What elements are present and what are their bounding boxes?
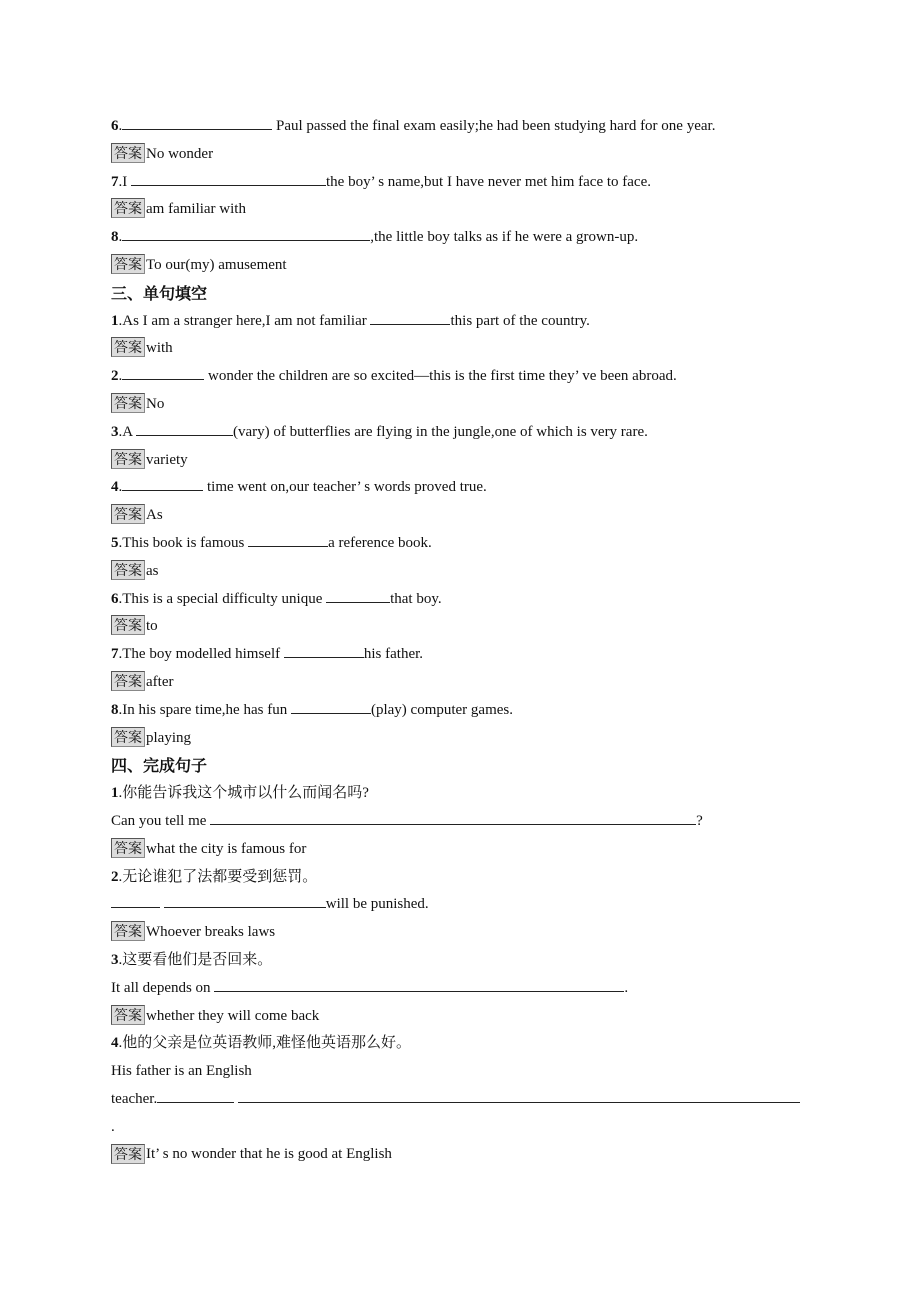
answer-badge: 答案 [111, 671, 145, 691]
answer-text: Whoever breaks laws [146, 924, 276, 941]
question-line [111, 641, 831, 669]
answer-text: after [146, 673, 174, 690]
answer-line [111, 725, 831, 753]
answer-blank [122, 364, 204, 380]
answer-badge: 答案 [111, 727, 145, 747]
sentence-text: Can you tell me [111, 812, 211, 829]
question-line [111, 113, 831, 141]
answer-line [111, 141, 831, 169]
question-chinese: .他的父亲是位英语教师,难怪他英语那么好。 [118, 1035, 412, 1052]
sentence-text: . [624, 979, 629, 996]
question-number: 8 [111, 701, 119, 718]
answer-text: It’ s no wonder that he is good at English [146, 1146, 392, 1163]
answer-line [111, 558, 831, 586]
question-line [111, 530, 831, 558]
question-line [111, 308, 831, 336]
answer-blank [370, 309, 450, 325]
question-line [111, 474, 831, 502]
answer-blank [238, 1087, 800, 1103]
document-page [111, 113, 831, 1169]
question-text: .This book is famous [118, 534, 249, 551]
question-chinese: .你能告诉我这个城市以什么而闻名吗? [118, 785, 369, 802]
answer-text: As [146, 507, 163, 524]
question-number: 1 [111, 785, 119, 802]
question-line [111, 697, 831, 725]
section-title: 三、单句填空 [111, 283, 208, 303]
answer-text: with [146, 340, 173, 357]
sentence-text: It all depends on [111, 979, 215, 996]
answer-text: am familiar with [146, 201, 246, 218]
question-text: .In his spare time,he has fun [118, 701, 291, 718]
answer-blank [248, 531, 328, 547]
answer-line [111, 335, 831, 363]
sentence-line [111, 1086, 831, 1114]
answer-line [111, 919, 831, 947]
question-number: 4 [111, 1035, 119, 1052]
answer-blank [164, 892, 326, 908]
sentence-line [111, 975, 831, 1003]
answer-blank [136, 420, 233, 436]
answer-line [111, 391, 831, 419]
answer-blank [284, 642, 364, 658]
answer-blank [122, 114, 272, 130]
sentence-line [111, 1114, 831, 1142]
question-chinese: .无论谁犯了法都要受到惩罚。 [118, 868, 318, 885]
sentence-text: His father is an English [111, 1063, 252, 1080]
answer-blank [122, 225, 370, 241]
question-text: (vary) of butterflies are flying in the jungle,one of which is very rare. [233, 423, 648, 440]
answer-text: whether they will come back [146, 1007, 320, 1024]
question-line [111, 1030, 831, 1058]
answer-blank [291, 698, 371, 714]
question-text: Paul passed the final exam easily;he had been studying hard for one year. [272, 118, 716, 134]
answer-badge: 答案 [111, 449, 145, 469]
section-title: 四、完成句子 [111, 756, 208, 776]
question-text: .As I am a stranger here,I am not familiar [118, 312, 371, 329]
answer-blank [122, 475, 203, 491]
answer-line [111, 1003, 831, 1031]
question-number: 8 [111, 229, 119, 246]
question-text: . [118, 479, 123, 496]
question-line [111, 780, 831, 808]
question-line [111, 864, 831, 892]
question-number: 7 [111, 173, 119, 190]
answer-text: variety [146, 451, 188, 468]
question-line [111, 363, 831, 391]
question-text: the boy’ s name,but I have never met him face to face. [326, 173, 651, 190]
answer-badge: 答案 [111, 1005, 145, 1025]
sentence-line [111, 808, 831, 836]
answer-line [111, 196, 831, 224]
answer-blank [111, 892, 160, 908]
question-number: 5 [111, 534, 119, 551]
answer-badge: 答案 [111, 1144, 145, 1164]
question-text: . [118, 118, 123, 134]
answer-badge: 答案 [111, 504, 145, 524]
answer-blank [210, 809, 696, 825]
sentence-line [111, 1058, 831, 1086]
answer-text: No wonder [146, 145, 214, 162]
answer-text: playing [146, 729, 191, 746]
answer-badge: 答案 [111, 254, 145, 274]
question-number: 2 [111, 868, 119, 885]
question-text: . [118, 368, 123, 385]
answer-badge: 答案 [111, 198, 145, 218]
answer-text: as [146, 562, 159, 579]
question-number: 7 [111, 646, 119, 663]
question-number: 6 [111, 590, 119, 607]
question-line [111, 419, 831, 447]
question-text: that boy. [390, 590, 442, 607]
answer-line [111, 502, 831, 530]
answer-badge: 答案 [111, 838, 145, 858]
question-number: 6 [111, 118, 119, 134]
sentence-text: will be punished. [325, 896, 429, 913]
answer-text: No [146, 395, 165, 412]
question-line [111, 586, 831, 614]
question-number: 3 [111, 423, 119, 440]
question-line [111, 224, 831, 252]
answer-badge: 答案 [111, 921, 145, 941]
answer-text: what the city is famous for [146, 840, 307, 857]
question-text: this part of the country. [450, 312, 590, 329]
question-text: .The boy modelled himself [118, 646, 284, 663]
answer-blank [131, 170, 326, 186]
sentence-text: teacher. [111, 1090, 158, 1107]
answer-badge: 答案 [111, 560, 145, 580]
answer-badge: 答案 [111, 615, 145, 635]
question-number: 1 [111, 312, 119, 329]
answer-badge: 答案 [111, 143, 145, 163]
answer-line [111, 252, 831, 280]
question-text: a reference book. [328, 534, 432, 551]
answer-blank [326, 587, 390, 603]
answer-line [111, 613, 831, 641]
sentence-text: ? [696, 812, 703, 829]
question-number: 4 [111, 479, 119, 496]
question-line [111, 947, 831, 975]
question-line [111, 169, 831, 197]
answer-line [111, 836, 831, 864]
question-text: wonder the children are so excited—this is the first time they’ ve been abroad. [204, 368, 677, 385]
question-text: his father. [363, 646, 424, 663]
question-number: 3 [111, 951, 119, 968]
answer-text: To our(my) amusement [146, 256, 287, 273]
question-text: (play) computer games. [370, 701, 513, 718]
sentence-text: . [111, 1118, 115, 1135]
question-text: .This is a special difficulty unique [118, 590, 327, 607]
question-text: ,the little boy talks as if he were a grown-up. [370, 229, 639, 246]
sentence-line [111, 891, 831, 919]
answer-badge: 答案 [111, 337, 145, 357]
question-text: . [118, 229, 123, 246]
answer-line [111, 447, 831, 475]
answer-text: to [146, 618, 158, 635]
answer-line [111, 1141, 831, 1169]
question-chinese: .这要看他们是否回来。 [118, 951, 273, 968]
answer-line [111, 669, 831, 697]
answer-blank [214, 976, 624, 992]
question-text: .A [118, 423, 137, 440]
answer-blank [157, 1087, 234, 1103]
question-text: .I [118, 173, 131, 190]
question-text: time went on,our teacher’ s words proved true. [203, 479, 487, 496]
answer-badge: 答案 [111, 393, 145, 413]
question-number: 2 [111, 368, 119, 385]
